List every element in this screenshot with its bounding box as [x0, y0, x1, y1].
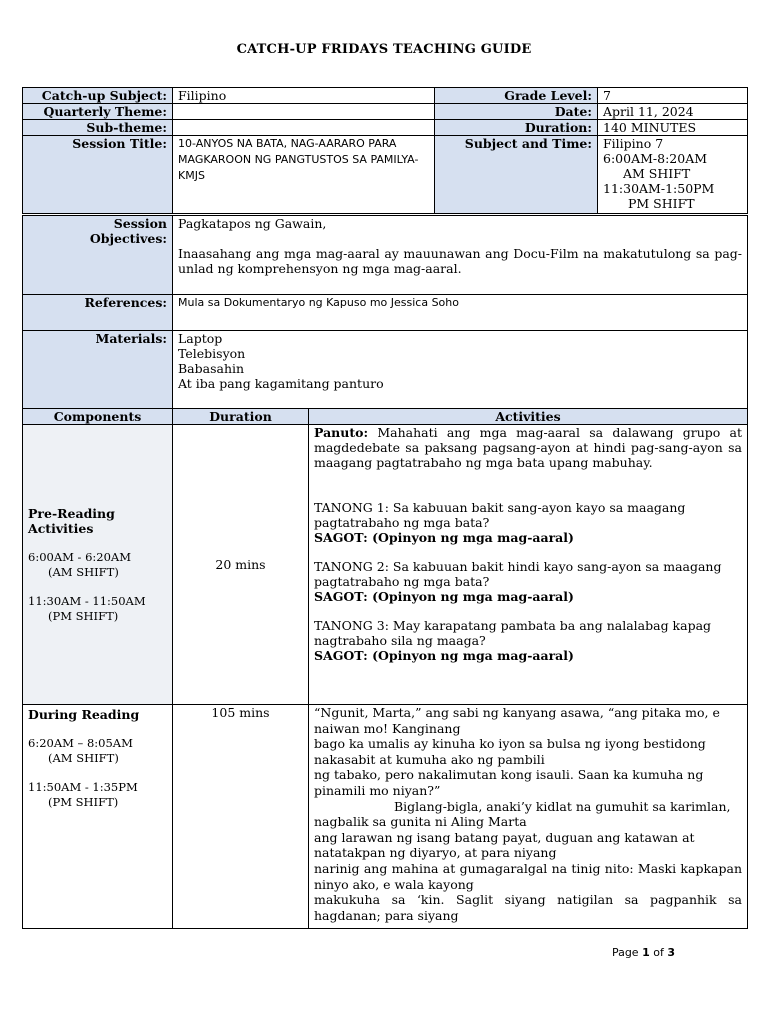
page-number	[612, 946, 675, 959]
answer-3: SAGOT: (Opinyon ng mga mag-aaral)	[314, 648, 574, 663]
subject-time-line: Filipino 7	[603, 136, 664, 151]
header-table	[22, 87, 748, 214]
story-line: ng tabako, pero nakalimutan kong isauli. Saan ka kumuha ng pinamili mo niyan?”	[314, 767, 704, 798]
page-current: 1	[642, 946, 650, 959]
objectives-intro: Pagkatapos ng Gawain,	[178, 216, 327, 231]
answer-2: SAGOT: (Opinyon ng mga mag-aaral)	[314, 589, 574, 604]
page-prefix: Page	[611, 946, 643, 959]
materials-list	[173, 331, 748, 409]
during-reading-activities	[309, 705, 748, 929]
materials-item: At iba pang kagamitang panturo	[178, 376, 384, 391]
pre-reading-title: Pre-Reading	[28, 505, 115, 521]
during-reading-pm-time: 11:50AM - 1:35PM	[28, 780, 138, 794]
references-value: Mula sa Dokumentaryo ng Kapuso mo Jessica Soho	[173, 295, 748, 331]
during-reading-pm-shift: (PM SHIFT)	[48, 795, 119, 809]
page-of: of	[649, 946, 668, 959]
col-duration: Duration	[173, 409, 309, 425]
panuto-label: Panuto:	[314, 425, 369, 440]
story-line: makukuha sa ‘kin. Saglit siyang natigilan sa pagpanhik sa hagdanan; para siyang	[314, 892, 742, 923]
during-reading-am-time: 6:20AM – 8:05AM	[28, 736, 133, 750]
duration-value: 140 MINUTES	[598, 120, 748, 136]
pre-reading-component	[23, 425, 173, 705]
page-title: CATCH-UP FRIDAYS TEACHING GUIDE	[236, 42, 532, 57]
info-table	[22, 215, 748, 409]
pre-reading-duration: 20 mins	[173, 425, 309, 705]
story-line: “Ngunit, Marta,” ang sabi ng kanyang asawa, “ang pitaka mo, e naiwan mo! Kanginang	[314, 705, 720, 736]
during-reading-duration: 105 mins	[173, 705, 309, 929]
subtheme-label: Sub-theme:	[23, 120, 173, 136]
components-table	[22, 408, 748, 929]
during-reading-title: During Reading	[28, 707, 140, 722]
answer-1: SAGOT: (Opinyon ng mga mag-aaral)	[314, 530, 574, 545]
subject-value: Filipino	[173, 88, 435, 104]
during-reading-component	[23, 705, 173, 929]
col-activities: Activities	[309, 409, 748, 425]
grade-value: 7	[598, 88, 748, 104]
materials-label: Materials:	[23, 331, 173, 409]
theme-label: Quarterly Theme:	[23, 104, 173, 120]
subject-label: Catch-up Subject:	[23, 88, 173, 104]
objectives-label-line: Objectives:	[89, 231, 167, 246]
duration-label: Duration:	[435, 120, 598, 136]
story-line: Biglang-bigla, anaki’y kidlat na gumuhit sa karimlan, nagbalik sa gunita ni Aling Marta	[314, 798, 731, 830]
question-1: TANONG 1: Sa kabuuan bakit sang-ayon kayo sa maagang pagtatrabaho ng mga bata?	[314, 500, 686, 530]
grade-label: Grade Level:	[435, 88, 598, 104]
subject-time-value	[598, 136, 748, 214]
objectives-label-line: Session	[113, 216, 167, 231]
story-line: bago ka umalis ay kinuha ko iyon sa bulsa ng iyong bestidong nakasabit at kumuha ako ng pambili	[314, 736, 706, 767]
pre-reading-am-shift: (AM SHIFT)	[48, 564, 119, 579]
session-title-value: 10-ANYOS NA BATA, NAG-AARARO PARA MAGKAROON NG PANGTUSTOS SA PAMILYA-KMJS	[173, 136, 435, 214]
pre-reading-am-time: 6:00AM - 6:20AM	[28, 549, 132, 564]
story-line: ang larawan ng isang batang payat, duguan ang katawan at natatakpan ng diyaryo, at para niyang	[314, 829, 695, 861]
objectives-label	[23, 216, 173, 295]
panuto-text: Mahahati ang mga mag-aaral sa dalawang grupo at magdedebate sa paksang pagsang-ayon at hindi pag-sang-ayon sa maagang pagtatrabaho ng mga bata upang mabuhay.	[314, 425, 742, 470]
col-components: Components	[23, 409, 173, 425]
objectives-text: Inaasahang ang mga mag-aaral ay mauunawan ang Docu-Film na makatutulong sa pag-unlad ng komprehensyon ng mga mag-aaral.	[178, 246, 742, 276]
page-total: 3	[667, 946, 675, 959]
subject-time-line: AM SHIFT	[623, 166, 691, 181]
pre-reading-activities	[309, 425, 748, 705]
session-title-label: Session Title:	[23, 136, 173, 214]
subject-time-line: 11:30AM-1:50PM	[603, 181, 715, 196]
pre-reading-pm-time: 11:30AM - 11:50AM	[28, 593, 146, 608]
pre-reading-title: Activities	[28, 520, 94, 536]
objectives-value	[173, 216, 748, 295]
date-value: April 11, 2024	[598, 104, 748, 120]
materials-item: Laptop	[178, 331, 223, 346]
pre-reading-pm-shift: (PM SHIFT)	[48, 608, 119, 623]
references-label: References:	[23, 295, 173, 331]
question-3: TANONG 3: May karapatang pambata ba ang nalalabag kapag nagtrabaho sila ng maaga?	[314, 618, 712, 648]
subtheme-value	[173, 120, 435, 136]
materials-item: Babasahin	[178, 361, 245, 376]
subject-time-line: PM SHIFT	[628, 196, 695, 211]
date-label: Date:	[435, 104, 598, 120]
story-line: narinig ang mahina at gumagaralgal na tinig nito: Maski kapkapan ninyo ako, e wala kayong	[314, 860, 742, 892]
question-2: TANONG 2: Sa kabuuan bakit hindi kayo sang-ayon sa maagang pagtatrabaho ng mga bata?	[314, 559, 722, 589]
theme-value	[173, 104, 435, 120]
during-reading-am-shift: (AM SHIFT)	[48, 751, 119, 765]
subject-time-label: Subject and Time:	[435, 136, 598, 214]
materials-item: Telebisyon	[178, 346, 246, 361]
subject-time-line: 6:00AM-8:20AM	[603, 151, 708, 166]
